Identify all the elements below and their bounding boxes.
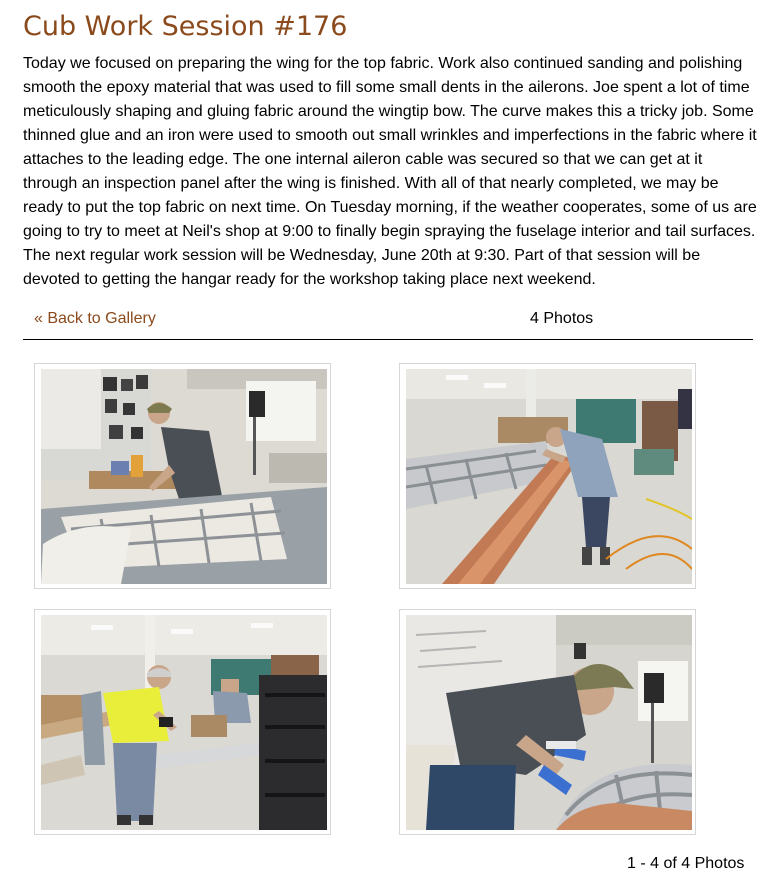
gallery-nav-bar <box>23 309 753 340</box>
session-description: Today we focused on preparing the wing for the top fabric. Work also continued sanding and polishing smooth the epoxy material that was used to fill some small dents in the ailerons. Joe spent a lot of time meticulously shaping and gluing fabric around the wingtip bow. The curve makes this a tricky job. Some thinned glue and an iron were used to smooth out small wrinkles and imperfections in the fabric where it attaches to the leading edge. The one internal aileron cable was secured so that we can get at it through an inspection panel after the wing is finished. With all of that nearly completed, we may be ready to put the top fabric on next time. On Tuesday morning, if the weather cooperates, some of us are going to try to meet at Neil's shop at 9:00 to finally begin spraying the fuselage interior and tail surfaces. The next regular work session will be Wednesday, June 20th at 9:30. Part of that session will be devoted to getting the hangar ready for the workshop taking place next weekend. <box>23 55 757 288</box>
back-to-gallery-link[interactable]: « Back to Gallery <box>34 310 156 327</box>
photo-thumbnail-3[interactable] <box>34 609 331 835</box>
photo-man-yellow-shirt-workbench <box>41 615 327 830</box>
photo-man-sanding-aileron <box>406 369 692 584</box>
photo-man-cap-wing-frame <box>406 615 692 830</box>
photo-thumbnail-4[interactable] <box>399 609 696 835</box>
photo-thumbnail-1[interactable] <box>34 363 331 589</box>
pagination-summary: 1 - 4 of 4 Photos <box>627 855 745 872</box>
photo-count: 4 Photos <box>530 310 594 327</box>
photo-thumbnail-2[interactable] <box>399 363 696 589</box>
page-title: Cub Work Session #176 <box>23 11 348 42</box>
photo-man-gluing-fabric <box>41 369 327 584</box>
